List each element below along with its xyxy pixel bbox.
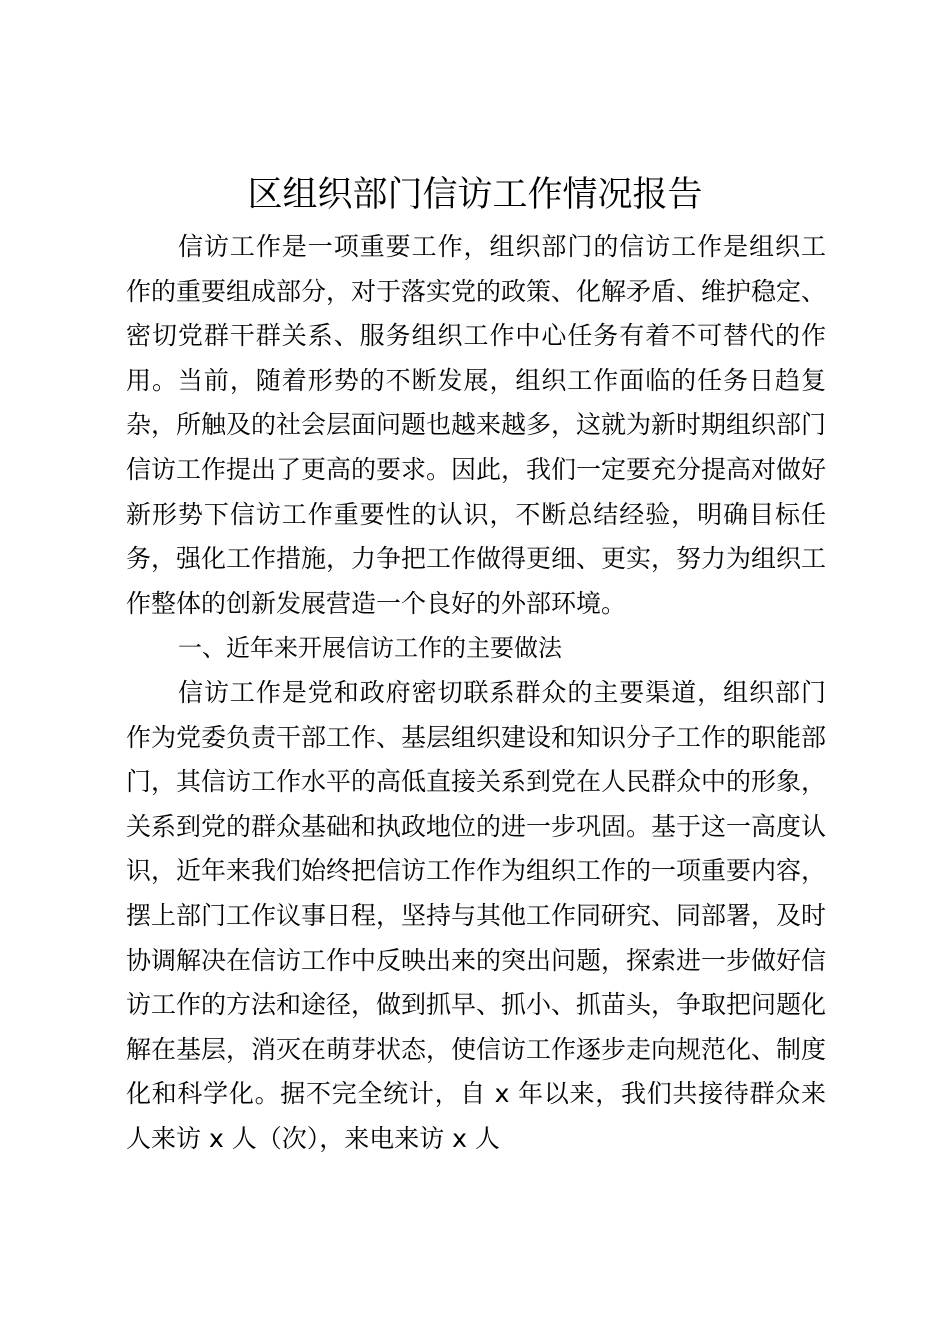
document-body: [126, 225, 826, 1161]
section-heading: 一、近年来开展信访工作的主要做法: [178, 634, 562, 663]
document-title: 区组织部门信访工作情况报告: [247, 175, 703, 215]
intro-paragraph: 信访工作是一项重要工作，组织部门的信访工作是组织工作的重要组成部分，对于落实党的政策、化解矛盾、维护稳定、密切党群干群关系、服务组织工作中心任务有着不可替代的作用。当前，随着形势的不断发展，组织工作面临的任务日趋复杂，所触及的社会层面问题也越来越多，这就为新时期组织部门信访工作提出了更高的要求。因此，我们一定要充分提高对做好新形势下信访工作重要性的认识，不断总结经验，明确目标任务，强化工作措施，力争把工作做得更细、更实，努力为组织工作整体的创新发展营造一个良好的外部环境。: [126, 232, 827, 618]
section-paragraph: 信访工作是党和政府密切联系群众的主要渠道，组织部门作为党委负责干部工作、基层组织建设和知识分子工作的职能部门，其信访工作水平的高低直接关系到党在人民群众中的形象，关系到党的群众基础和执政地位的进一步巩固。基于这一高度认识，近年来我们始终把信访工作作为组织工作的一项重要内容，摆上部门工作议事日程，坚持与其他工作同研究、同部署，及时协调解决在信访工作中反映出来的突出问题，探索进一步做好信访工作的方法和途径，做到抓早、抓小、抓苗头，争取把问题化解在基层，消灭在萌芽状态，使信访工作逐步走向规范化、制度化和科学化。据不完全统计，自 x 年以来，我们共接待群众来人来访 x 人（次），来电来访 x 人: [126, 677, 827, 1153]
